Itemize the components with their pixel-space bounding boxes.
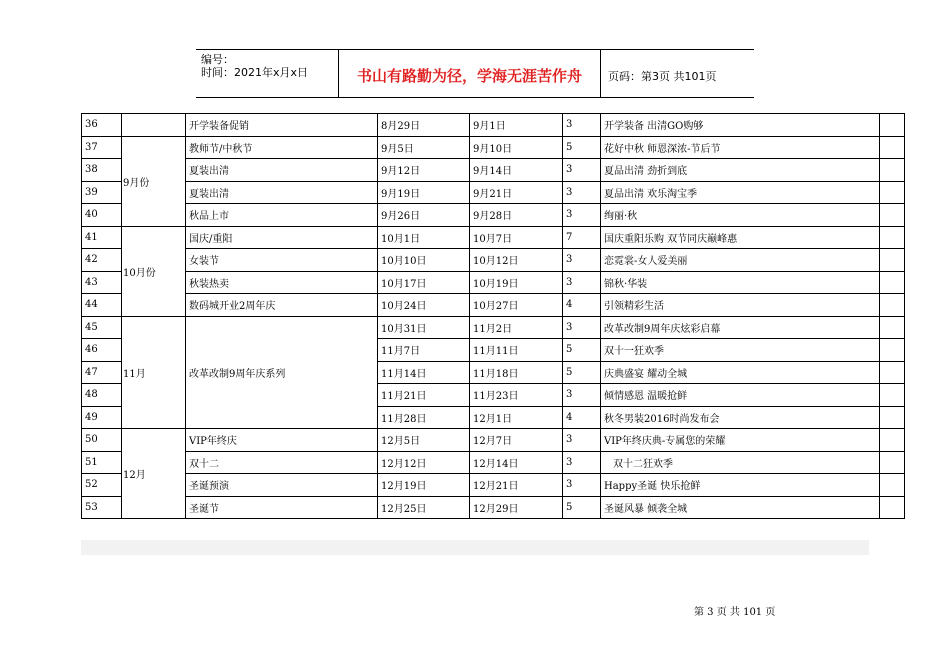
page-footer: 第 3 页 共 101 页 <box>694 607 776 618</box>
end-date: 9月10日 <box>470 136 563 159</box>
end-date: 10月12日 <box>470 249 563 272</box>
activity-name: 教师节/中秋节 <box>186 136 378 159</box>
end-date: 11月23日 <box>470 384 563 407</box>
duration-days: 5 <box>563 496 601 519</box>
activity-name: 女装节 <box>186 249 378 272</box>
row-number: 50 <box>82 429 122 452</box>
blank-cell <box>880 474 905 497</box>
table-row <box>82 249 905 272</box>
activity-theme: 恋霓裳-女人爱美丽 <box>601 249 880 272</box>
row-number: 36 <box>82 114 122 137</box>
blank-cell <box>880 226 905 249</box>
activity-theme: Happy圣诞 快乐抢鲜 <box>601 474 880 497</box>
activity-name: 开学装备促销 <box>186 114 378 137</box>
row-number: 52 <box>82 474 122 497</box>
blank-cell <box>880 451 905 474</box>
duration-days: 3 <box>563 159 601 182</box>
month-cell: 9月份 <box>122 136 186 226</box>
end-date: 12月14日 <box>470 451 563 474</box>
page-header <box>196 49 754 98</box>
row-number: 53 <box>82 496 122 519</box>
activity-theme: 引领精彩生活 <box>601 294 880 317</box>
blank-cell <box>880 136 905 159</box>
end-date: 10月7日 <box>470 226 563 249</box>
activity-name: 圣诞节 <box>186 496 378 519</box>
month-cell: 10月份 <box>122 226 186 316</box>
blank-cell <box>880 271 905 294</box>
row-number: 46 <box>82 339 122 362</box>
activity-name: 夏装出清 <box>186 181 378 204</box>
activity-name: 数码城开业2周年庆 <box>186 294 378 317</box>
start-date: 10月31日 <box>378 316 470 339</box>
duration-days: 7 <box>563 226 601 249</box>
activity-theme: 秋冬男装2016时尚发布会 <box>601 406 880 429</box>
start-date: 9月12日 <box>378 159 470 182</box>
end-date: 9月28日 <box>470 204 563 227</box>
start-date: 12月12日 <box>378 451 470 474</box>
activity-theme: 改革改制9周年庆炫彩启幕 <box>601 316 880 339</box>
activity-theme: 圣诞风暴 倾袭全城 <box>601 496 880 519</box>
blank-cell <box>880 294 905 317</box>
page-code: 页码：第3页 共101页 <box>608 69 717 83</box>
end-date: 11月11日 <box>470 339 563 362</box>
table-row <box>82 226 905 249</box>
activity-name: VIP年终庆 <box>186 429 378 452</box>
time-label: 时间：2021年x月x日 <box>201 66 309 79</box>
month-cell: 11月 <box>122 316 186 429</box>
activity-theme: 夏品出清 劲折到底 <box>601 159 880 182</box>
activity-theme: 双十二狂欢季 <box>601 451 880 474</box>
activity-theme: 夏品出清 欢乐淘宝季 <box>601 181 880 204</box>
start-date: 9月5日 <box>378 136 470 159</box>
end-date: 11月2日 <box>470 316 563 339</box>
activity-theme: 双十一狂欢季 <box>601 339 880 362</box>
month-cell <box>122 114 186 137</box>
blank-cell <box>880 384 905 407</box>
duration-days: 4 <box>563 406 601 429</box>
row-number: 44 <box>82 294 122 317</box>
start-date: 11月7日 <box>378 339 470 362</box>
promotion-schedule-table <box>81 113 905 519</box>
row-number: 42 <box>82 249 122 272</box>
activity-name: 秋品上市 <box>186 204 378 227</box>
start-date: 12月19日 <box>378 474 470 497</box>
blank-cell <box>880 429 905 452</box>
duration-days: 3 <box>563 451 601 474</box>
duration-days: 3 <box>563 249 601 272</box>
blank-cell <box>880 114 905 137</box>
table-row <box>82 316 905 339</box>
activity-theme: 国庆重阳乐购 双节同庆巅峰惠 <box>601 226 880 249</box>
end-date: 10月27日 <box>470 294 563 317</box>
activity-theme: 锦秋·华装 <box>601 271 880 294</box>
duration-days: 3 <box>563 271 601 294</box>
blank-cell <box>880 496 905 519</box>
activity-series-name: 改革改制9周年庆系列 <box>186 316 378 429</box>
end-date: 11月18日 <box>470 361 563 384</box>
start-date: 10月10日 <box>378 249 470 272</box>
start-date: 12月5日 <box>378 429 470 452</box>
duration-days: 3 <box>563 114 601 137</box>
table-row <box>82 136 905 159</box>
activity-name: 秋装热卖 <box>186 271 378 294</box>
row-number: 49 <box>82 406 122 429</box>
start-date: 11月28日 <box>378 406 470 429</box>
table-row <box>82 181 905 204</box>
start-date: 11月14日 <box>378 361 470 384</box>
duration-days: 5 <box>563 361 601 384</box>
start-date: 10月17日 <box>378 271 470 294</box>
duration-days: 4 <box>563 294 601 317</box>
row-number: 45 <box>82 316 122 339</box>
row-number: 40 <box>82 204 122 227</box>
row-number: 47 <box>82 361 122 384</box>
start-date: 10月1日 <box>378 226 470 249</box>
header-meta <box>196 50 338 97</box>
row-number: 43 <box>82 271 122 294</box>
table-row <box>82 429 905 452</box>
table-row <box>82 271 905 294</box>
table-row <box>82 114 905 137</box>
end-date: 9月21日 <box>470 181 563 204</box>
activity-theme: 庆典盛宴 耀动全城 <box>601 361 880 384</box>
blank-cell <box>880 249 905 272</box>
number-label: 编号： <box>201 53 234 66</box>
end-date: 10月19日 <box>470 271 563 294</box>
start-date: 10月24日 <box>378 294 470 317</box>
table-row <box>82 204 905 227</box>
start-date: 9月19日 <box>378 181 470 204</box>
month-cell: 12月 <box>122 429 186 519</box>
end-date: 12月7日 <box>470 429 563 452</box>
start-date: 8月29日 <box>378 114 470 137</box>
blank-cell <box>880 204 905 227</box>
row-number: 41 <box>82 226 122 249</box>
row-number: 39 <box>82 181 122 204</box>
activity-theme: 花好中秋 师恩深浓-节后节 <box>601 136 880 159</box>
end-date: 12月1日 <box>470 406 563 429</box>
end-date: 9月1日 <box>470 114 563 137</box>
blank-cell <box>880 339 905 362</box>
activity-theme: VIP年终庆典-专属您的荣耀 <box>601 429 880 452</box>
table-row <box>82 496 905 519</box>
shaded-strip <box>81 540 869 555</box>
blank-cell <box>880 406 905 429</box>
activity-theme: 绚丽·秋 <box>601 204 880 227</box>
blank-cell <box>880 181 905 204</box>
table-row <box>82 294 905 317</box>
row-number: 37 <box>82 136 122 159</box>
blank-cell <box>880 316 905 339</box>
activity-name: 双十二 <box>186 451 378 474</box>
activity-theme: 倾情感恩 温暖抢鲜 <box>601 384 880 407</box>
duration-days: 5 <box>563 136 601 159</box>
duration-days: 3 <box>563 181 601 204</box>
row-number: 48 <box>82 384 122 407</box>
blank-cell <box>880 361 905 384</box>
duration-days: 3 <box>563 384 601 407</box>
start-date: 12月25日 <box>378 496 470 519</box>
activity-name: 夏装出清 <box>186 159 378 182</box>
activity-name: 国庆/重阳 <box>186 226 378 249</box>
table-row <box>82 451 905 474</box>
end-date: 12月21日 <box>470 474 563 497</box>
duration-days: 3 <box>563 429 601 452</box>
row-number: 38 <box>82 159 122 182</box>
row-number: 51 <box>82 451 122 474</box>
activity-name: 圣诞预演 <box>186 474 378 497</box>
start-date: 9月26日 <box>378 204 470 227</box>
header-page-cell <box>601 50 754 97</box>
duration-days: 3 <box>563 316 601 339</box>
end-date: 12月29日 <box>470 496 563 519</box>
header-motto-cell <box>338 50 601 97</box>
start-date: 11月21日 <box>378 384 470 407</box>
duration-days: 5 <box>563 339 601 362</box>
table-row <box>82 474 905 497</box>
table-row <box>82 159 905 182</box>
duration-days: 3 <box>563 204 601 227</box>
end-date: 9月14日 <box>470 159 563 182</box>
duration-days: 3 <box>563 474 601 497</box>
blank-cell <box>880 159 905 182</box>
activity-theme: 开学装备 出清GO购够 <box>601 114 880 137</box>
motto-text: 书山有路勤为径，学海无涯苦作舟 <box>356 67 582 85</box>
